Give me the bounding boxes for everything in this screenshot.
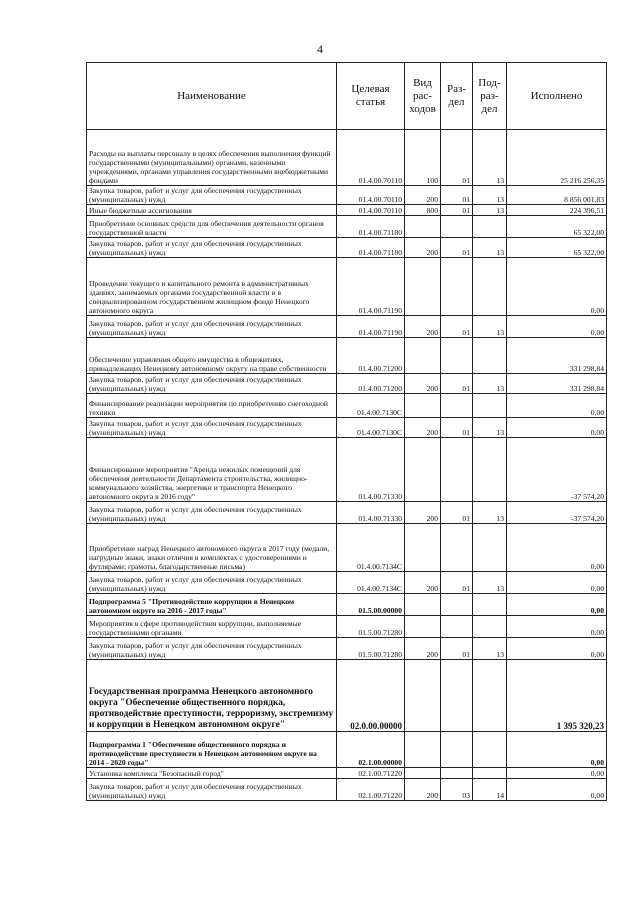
- row-expense-kind: 200: [405, 638, 441, 660]
- row-expense-kind: [405, 594, 441, 616]
- table-header-row: [87, 63, 607, 130]
- row-subsection: 13: [473, 418, 507, 438]
- row-target-article: 01.4.00.71180: [337, 238, 405, 258]
- row-expense-kind: 200: [405, 502, 441, 524]
- row-expense-kind: 100: [405, 130, 441, 186]
- row-subsection: [473, 768, 507, 779]
- row-executed: 0,00: [507, 316, 607, 338]
- row-subsection: 13: [473, 238, 507, 258]
- row-target-article: 01.4.00.71180: [337, 216, 405, 238]
- row-subsection: [473, 594, 507, 616]
- row-executed: 0,00: [507, 258, 607, 316]
- row-name: Закупка товаров, работ и услуг для обеспечения государственных (муниципальных) нужд: [87, 418, 337, 438]
- row-executed: 65 322,00: [507, 238, 607, 258]
- row-executed: 0,00: [507, 616, 607, 638]
- row-expense-kind: 800: [405, 205, 441, 216]
- row-section: 01: [441, 238, 473, 258]
- row-executed: 25 216 256,35: [507, 130, 607, 186]
- table-row: [87, 205, 607, 216]
- table-row: [87, 768, 607, 779]
- row-section: [441, 616, 473, 638]
- table-row: [87, 438, 607, 502]
- row-subsection: 13: [473, 205, 507, 216]
- header-subsection: Под- раз- дел: [473, 63, 507, 130]
- row-expense-kind: 200: [405, 238, 441, 258]
- row-section: 01: [441, 572, 473, 594]
- row-expense-kind: [405, 258, 441, 316]
- row-name: Государственная программа Ненецкого автономного округа "Обеспечение общественного порядка, противодействие преступности, терроризму, экстремизму и коррупции в Ненецком автономном округе": [87, 660, 337, 732]
- row-subsection: [473, 438, 507, 502]
- table-row: [87, 616, 607, 638]
- row-expense-kind: [405, 338, 441, 374]
- row-target-article: 01.5.00.71280: [337, 638, 405, 660]
- table-row: [87, 394, 607, 418]
- row-subsection: [473, 338, 507, 374]
- row-section: [441, 216, 473, 238]
- table-row: [87, 374, 607, 394]
- row-executed: 1 395 320,23: [507, 660, 607, 732]
- row-target-article: 01.4.00.71330: [337, 438, 405, 502]
- row-name: Закупка товаров, работ и услуг для обеспечения государственных (муниципальных) нужд: [87, 638, 337, 660]
- row-section: 03: [441, 779, 473, 801]
- row-name: Обеспечение управления общего имущества в общежитиях, принадлежащих Ненецкому автономному округу на праве собственности: [87, 338, 337, 374]
- row-executed: 331 298,84: [507, 338, 607, 374]
- row-subsection: [473, 524, 507, 572]
- row-section: 01: [441, 186, 473, 205]
- row-name: Иные бюджетные ассигнования: [87, 205, 337, 216]
- row-section: 01: [441, 638, 473, 660]
- table-body: [87, 130, 607, 801]
- row-target-article: 01.4.00.71200: [337, 374, 405, 394]
- row-name: Финансирование реализации мероприятия по приобретению снегоходной техники: [87, 394, 337, 418]
- table-row: [87, 732, 607, 768]
- row-target-article: 01.4.00.71330: [337, 502, 405, 524]
- row-subsection: 13: [473, 502, 507, 524]
- header-expense-kind: Вид рас- ходов: [405, 63, 441, 130]
- table-row: [87, 660, 607, 732]
- row-name: Проведение текущего и капитального ремонта в административных зданиях, занимаемых органами государственной власти и в специализированном государственном жилищном фонде Ненецкого автономного округа: [87, 258, 337, 316]
- row-name: Расходы на выплаты персоналу в целях обеспечения выполнения функций государственными (муниципальными) органами, казенными учреждениями, органами управления государственными внебюджетными фондами: [87, 130, 337, 186]
- row-expense-kind: [405, 660, 441, 732]
- row-subsection: 13: [473, 638, 507, 660]
- row-target-article: 01.4.00.70110: [337, 130, 405, 186]
- row-name: Приобретение наград Ненецкого автономного округа в 2017 году (медали, нагрудные знаки, знаки отличия в комплектах с удостоверениями и футлярами; грамоты, благодарственные письма): [87, 524, 337, 572]
- row-target-article: 01.5.00.71280: [337, 616, 405, 638]
- row-name: Закупка товаров, работ и услуг для обеспечения государственных (муниципальных) нужд: [87, 238, 337, 258]
- row-section: [441, 660, 473, 732]
- row-expense-kind: 200: [405, 374, 441, 394]
- row-subsection: [473, 258, 507, 316]
- row-executed: 0,00: [507, 524, 607, 572]
- row-section: 01: [441, 502, 473, 524]
- row-name: Финансирование мероприятия "Аренда нежилых помещений для обеспечения деятельности Департамента строительства, жилищно-коммунального хозяйства, энергетики и транспорта Ненецкого автономного округа в 2016 году": [87, 438, 337, 502]
- row-executed: 0,00: [507, 572, 607, 594]
- row-subsection: 13: [473, 186, 507, 205]
- table-row: [87, 186, 607, 205]
- row-target-article: 01.4.00.7134С: [337, 524, 405, 572]
- row-executed: 331 298,84: [507, 374, 607, 394]
- row-executed: 0,00: [507, 638, 607, 660]
- row-expense-kind: 200: [405, 316, 441, 338]
- row-executed: 0,00: [507, 394, 607, 418]
- row-executed: 0,00: [507, 768, 607, 779]
- row-name: Мероприятия в сфере противодействия коррупции, выполняемые государственными органами: [87, 616, 337, 638]
- row-target-article: 01.4.00.71190: [337, 258, 405, 316]
- row-name: Установка комплекса "Безопасный город": [87, 768, 337, 779]
- row-executed: 0,00: [507, 594, 607, 616]
- row-subsection: [473, 660, 507, 732]
- row-section: 01: [441, 205, 473, 216]
- row-executed: 224 396,51: [507, 205, 607, 216]
- row-section: 01: [441, 374, 473, 394]
- row-executed: 0,00: [507, 779, 607, 801]
- row-section: 01: [441, 418, 473, 438]
- row-expense-kind: 200: [405, 572, 441, 594]
- row-expense-kind: 200: [405, 779, 441, 801]
- table-row: [87, 238, 607, 258]
- row-subsection: [473, 216, 507, 238]
- row-section: [441, 768, 473, 779]
- row-subsection: [473, 616, 507, 638]
- row-target-article: 01.4.00.70110: [337, 205, 405, 216]
- row-target-article: 01.5.00.00000: [337, 594, 405, 616]
- row-name: Закупка товаров, работ и услуг для обеспечения государственных (муниципальных) нужд: [87, 374, 337, 394]
- row-section: [441, 338, 473, 374]
- row-name: Подпрограмма 1 "Обеспечение общественного порядка и противодействие преступности в Ненецком автономном округе на 2014 - 2020 годы": [87, 732, 337, 768]
- row-name: Приобретение основных средств для обеспечения деятельности органов государственной власти: [87, 216, 337, 238]
- table-row: [87, 524, 607, 572]
- row-expense-kind: 200: [405, 418, 441, 438]
- header-executed: Исполнено: [507, 63, 607, 130]
- table-row: [87, 418, 607, 438]
- row-expense-kind: [405, 732, 441, 768]
- row-section: [441, 732, 473, 768]
- row-executed: -37 574,20: [507, 502, 607, 524]
- row-subsection: 13: [473, 130, 507, 186]
- row-executed: 8 856 001,83: [507, 186, 607, 205]
- header-section: Раз- дел: [441, 63, 473, 130]
- row-name: Закупка товаров, работ и услуг для обеспечения государственных (муниципальных) нужд: [87, 186, 337, 205]
- row-target-article: 01.4.00.71200: [337, 338, 405, 374]
- row-expense-kind: [405, 524, 441, 572]
- table-row: [87, 572, 607, 594]
- row-target-article: 01.4.00.71190: [337, 316, 405, 338]
- row-name: Подпрограмма 5 "Противодействие коррупции в Ненецком автономном округе на 2016 - 2017 годы": [87, 594, 337, 616]
- row-target-article: 02.1.00.71220: [337, 768, 405, 779]
- row-expense-kind: [405, 394, 441, 418]
- row-subsection: 14: [473, 779, 507, 801]
- table-row: [87, 502, 607, 524]
- expenditure-table: [86, 62, 607, 801]
- row-executed: 0,00: [507, 732, 607, 768]
- row-target-article: 02.1.00.00000: [337, 732, 405, 768]
- header-target-article: Целевая статья: [337, 63, 405, 130]
- row-subsection: 13: [473, 572, 507, 594]
- row-expense-kind: [405, 768, 441, 779]
- row-name: Закупка товаров, работ и услуг для обеспечения государственных (муниципальных) нужд: [87, 316, 337, 338]
- row-subsection: [473, 732, 507, 768]
- row-target-article: 02.0.00.00000: [337, 660, 405, 732]
- row-section: 01: [441, 130, 473, 186]
- table-row: [87, 779, 607, 801]
- table-row: [87, 216, 607, 238]
- row-name: Закупка товаров, работ и услуг для обеспечения государственных (муниципальных) нужд: [87, 779, 337, 801]
- row-target-article: 01.4.00.70110: [337, 186, 405, 205]
- row-section: [441, 438, 473, 502]
- row-subsection: 13: [473, 374, 507, 394]
- row-expense-kind: [405, 438, 441, 502]
- table-row: [87, 338, 607, 374]
- table-row: [87, 258, 607, 316]
- table-row: [87, 130, 607, 186]
- row-executed: 0,00: [507, 418, 607, 438]
- row-subsection: 13: [473, 316, 507, 338]
- table-row: [87, 594, 607, 616]
- header-name: Наименование: [87, 63, 337, 130]
- table-row: [87, 316, 607, 338]
- table-row: [87, 638, 607, 660]
- row-section: 01: [441, 316, 473, 338]
- row-section: [441, 258, 473, 316]
- page-number: 4: [317, 42, 323, 56]
- row-name: Закупка товаров, работ и услуг для обеспечения государственных (муниципальных) нужд: [87, 502, 337, 524]
- row-section: [441, 524, 473, 572]
- row-subsection: [473, 394, 507, 418]
- row-target-article: 01.4.00.7134С: [337, 572, 405, 594]
- row-expense-kind: 200: [405, 186, 441, 205]
- row-expense-kind: [405, 616, 441, 638]
- row-target-article: 01.4.00.7130С: [337, 418, 405, 438]
- row-section: [441, 594, 473, 616]
- row-expense-kind: [405, 216, 441, 238]
- row-executed: 65 322,00: [507, 216, 607, 238]
- row-target-article: 01.4.00.7130С: [337, 394, 405, 418]
- row-section: [441, 394, 473, 418]
- row-name: Закупка товаров, работ и услуг для обеспечения государственных (муниципальных) нужд: [87, 572, 337, 594]
- row-target-article: 02.1.00.71220: [337, 779, 405, 801]
- row-executed: -37 574,20: [507, 438, 607, 502]
